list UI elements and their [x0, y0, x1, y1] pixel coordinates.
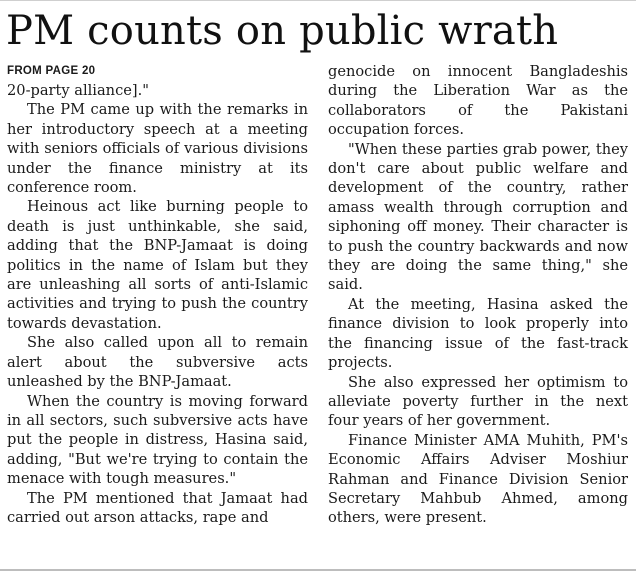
paragraph: "When these parties grab power, they don't care about public welfare and development of the country, rather amass wealth through corruption and siphoning off money. Their character is to push the country backwards and now they are doing the same thing," she said.	[328, 140, 628, 294]
top-border	[0, 0, 636, 1]
paragraph-continued: genocide on innocent Bangladeshis during the Liberation War as the collaborators of the Pakistani occupation forces.	[328, 63, 628, 139]
paragraph: At the meeting, Hasina asked the finance division to look properly into the financing issue of the fast-track projects.	[328, 295, 628, 372]
paragraph: The PM mentioned that Jamaat had carried out arson attacks, rape and	[7, 489, 308, 526]
paragraph-continued: 20-party alliance]."	[7, 82, 149, 99]
jump-line: FROM PAGE 20	[7, 65, 96, 77]
right-column	[328, 62, 628, 528]
paragraph: Heinous act like burning people to death is just unthinkable, she said, adding that the BNP-Jamaat is doing politics in the name of Islam but they are unleashing all sorts of anti-Islamic activities and trying to push the country towards devastation.	[7, 198, 308, 332]
paragraph: The PM came up with the remarks in her introductory speech at a meeting with seniors officials of various divisions under the finance ministry at its conference room.	[7, 101, 308, 197]
paragraph: Finance Minister AMA Muhith, PM's Economic Affairs Adviser Moshiur Rahman and Finance Division Senior Secretary Mahbub Ahmed, among others, were present.	[328, 431, 628, 527]
left-column	[7, 62, 308, 527]
headline: PM counts on public wrath	[6, 8, 559, 54]
bottom-border	[0, 569, 636, 571]
paragraph: When the country is moving forward in all sectors, such subversive acts have put the people in distress, Hasina said, adding, "But we're trying to contain the menace with tough measures."	[7, 392, 308, 488]
paragraph: She also expressed her optimism to alleviate poverty further in the next four years of her government.	[328, 373, 628, 430]
paragraph: She also called upon all to remain alert about the subversive acts unleashed by the BNP-Jamaat.	[7, 334, 308, 391]
